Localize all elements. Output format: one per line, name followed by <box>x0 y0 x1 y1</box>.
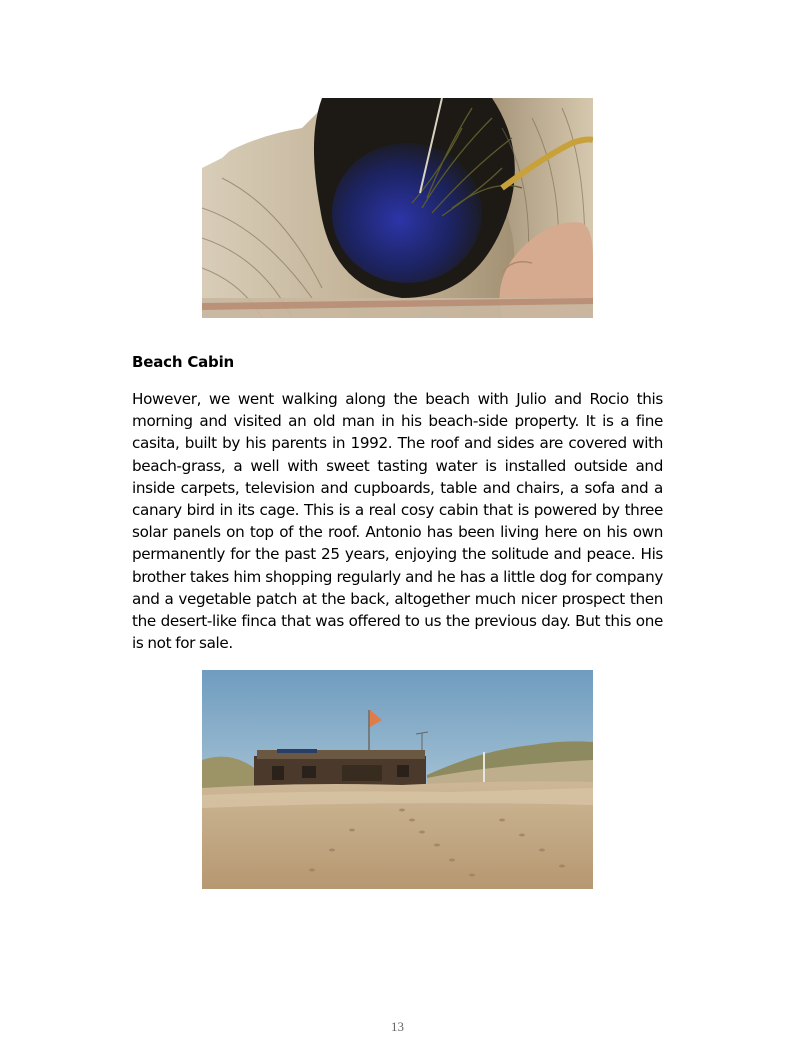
beach-cabin-photo <box>202 670 593 889</box>
section-heading: Beach Cabin <box>132 353 235 371</box>
well-photo <box>202 98 593 318</box>
section-paragraph: However, we went walking along the beach with Julio and Rocio this morning and visited an old man in his beach-side property. It is a fine casita, built by his parents in 1992. The roof and sides are covered with beach-grass, a well with sweet tasting water is installed outside and inside carpets, television and cupboards, table and chairs, a sofa and a canary bird in its cage. This is a real cosy cabin that is powered by three solar panels on top of the roof. Antonio has been living here on his own permanently for the past 25 years, enjoying the solitude and peace. His brother takes him shopping regularly and he has a little dog for company and a vegetable patch at the back, altogether much nicer prospect then the desert-like finca that was offered to us the previous day. But this one is not for sale. <box>132 390 663 653</box>
page-number: 13 <box>391 1019 404 1034</box>
